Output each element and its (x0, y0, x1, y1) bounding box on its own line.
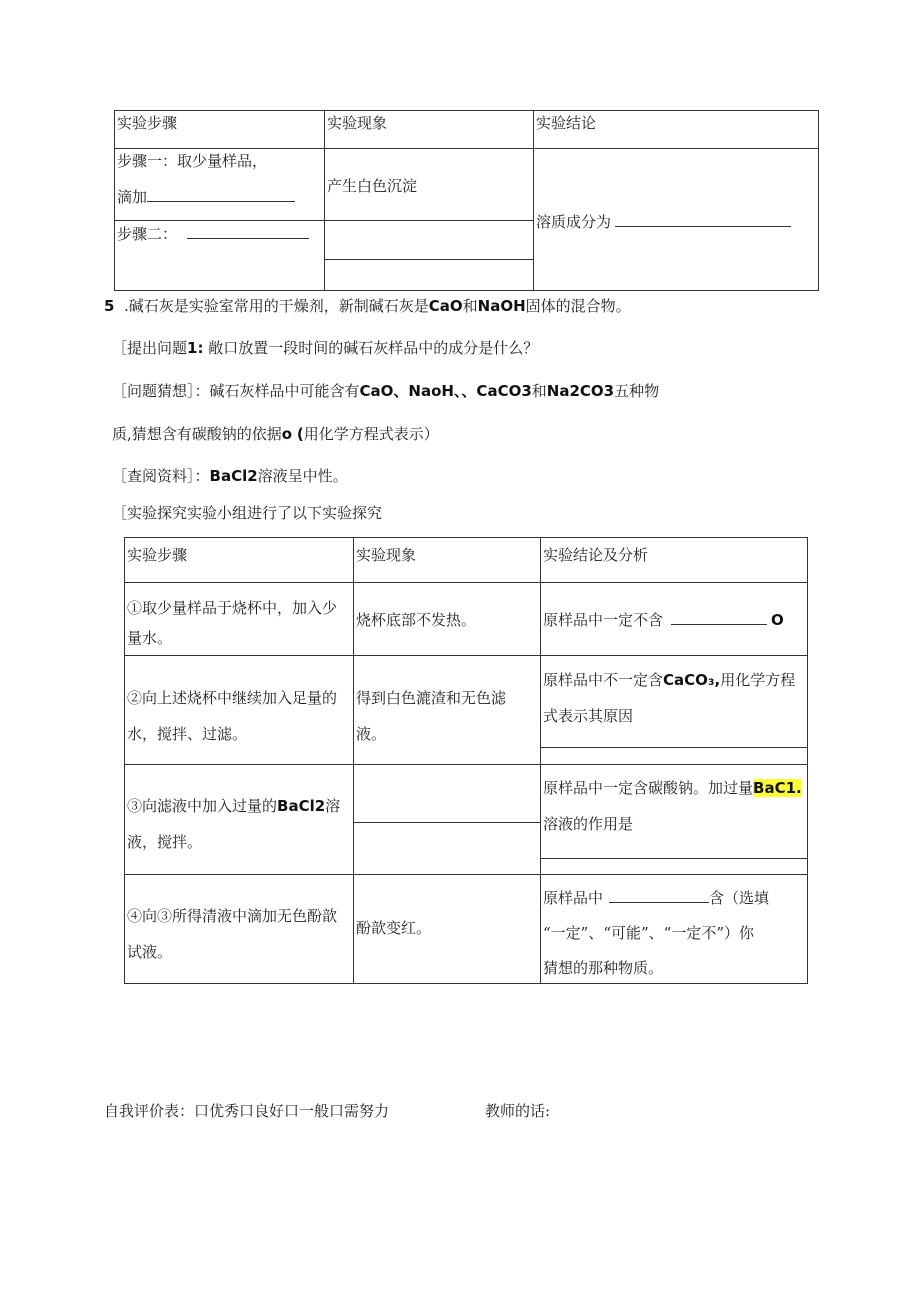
question-5-problem: ［提出问题1: 敞口放置一段时间的碱石灰样品中的成分是什么？ (112, 339, 539, 357)
table-2-header-step: 实验步骤 (127, 546, 188, 564)
row3-conclusion-line1: 原样品中一定含碳酸钠。加过量BaC1. (543, 779, 802, 797)
row1-step-line2: 量水。 (127, 629, 173, 647)
answer-blank[interactable] (609, 890, 709, 903)
answer-blank[interactable] (187, 226, 309, 239)
row3-step-line2: 液，搅拌。 (127, 833, 203, 851)
row4-conclusion-line3: 猜想的那种物质。 (543, 959, 664, 977)
table-1-step1-line1: 步骤一：取少量样品， (117, 152, 268, 170)
table-1-header-step: 实验步骤 (117, 114, 178, 132)
self-evaluation: 自我评价表：口优秀口良好口一般口需努力 (104, 1102, 390, 1120)
question-5-intro: 5 .碱石灰是实验室常用的干燥剂，新制碱石灰是CaO和NaOH固体的混合物。 (104, 297, 631, 315)
question-5-reference: ［查阅资料］：BaCl2溶液呈中性。 (112, 467, 348, 485)
row2-conclusion-line1: 原样品中不一定含CaCO₃,用化学方程 (543, 671, 796, 689)
row1-phenomenon: 烧杯底部不发热。 (356, 611, 477, 629)
row3-step-line1: ③向滤液中加入过量的BaCl2溶 (127, 797, 341, 815)
row2-step-line2: 水，搅拌、过滤。 (127, 725, 248, 743)
table-1-step2: 步骤二： (117, 224, 309, 244)
row4-conclusion-line2: “一定”、“可能”、“一定不”）你 (543, 924, 755, 942)
highlight-mark: BaC1. (753, 779, 802, 797)
row2-phenomenon-line2: 液。 (356, 725, 387, 743)
row2-step-line1: ②向上述烧杯中继续加入足量的 (127, 689, 338, 707)
question-5-guess: ［问题猜想］：碱石灰样品中可能含有CaO、NaoH、、CaCO3和Na2CO3五种物 (112, 382, 660, 400)
answer-blank[interactable] (147, 189, 295, 202)
question-5-explore: ［实验探究实验小组进行了以下实验探究 (112, 504, 383, 522)
table-1-step1-line2: 滴加 (117, 187, 295, 207)
table-2-header-conclusion: 实验结论及分析 (543, 546, 649, 564)
row3-conclusion-line2: 溶液的作用是 (543, 815, 634, 833)
row1-conclusion: 原样品中一定不含 O (543, 611, 784, 629)
question-5-guess-line2: 质,猜想含有碳酸钠的依据o (用化学方程式表示） (112, 425, 439, 443)
row4-step-line1: ④向③所得清液中滴加无色酚歆 (127, 907, 338, 925)
teacher-comment-label: 教师的话: (485, 1102, 551, 1120)
table-1-header-phenomenon: 实验现象 (327, 114, 388, 132)
table-1-conclusion: 溶质成分为 (536, 212, 791, 232)
row4-step-line2: 试液。 (127, 943, 173, 961)
row4-conclusion-line1: 原样品中 含（选填 (543, 889, 770, 907)
row2-conclusion-line2: 式表示其原因 (543, 707, 634, 725)
table-2-header-phenomenon: 实验现象 (356, 546, 417, 564)
row2-phenomenon-line1: 得到白色漉渣和无色滤 (356, 689, 507, 707)
table-1-phenomenon-1: 产生白色沉淀 (327, 177, 418, 195)
answer-blank[interactable] (615, 214, 791, 227)
row1-step-line1: ①取少量样品于烧杯中，加入少 (127, 599, 338, 617)
row4-phenomenon: 酚歆变红。 (356, 919, 432, 937)
answer-blank[interactable] (671, 612, 767, 625)
table-1-header-conclusion: 实验结论 (536, 114, 597, 132)
